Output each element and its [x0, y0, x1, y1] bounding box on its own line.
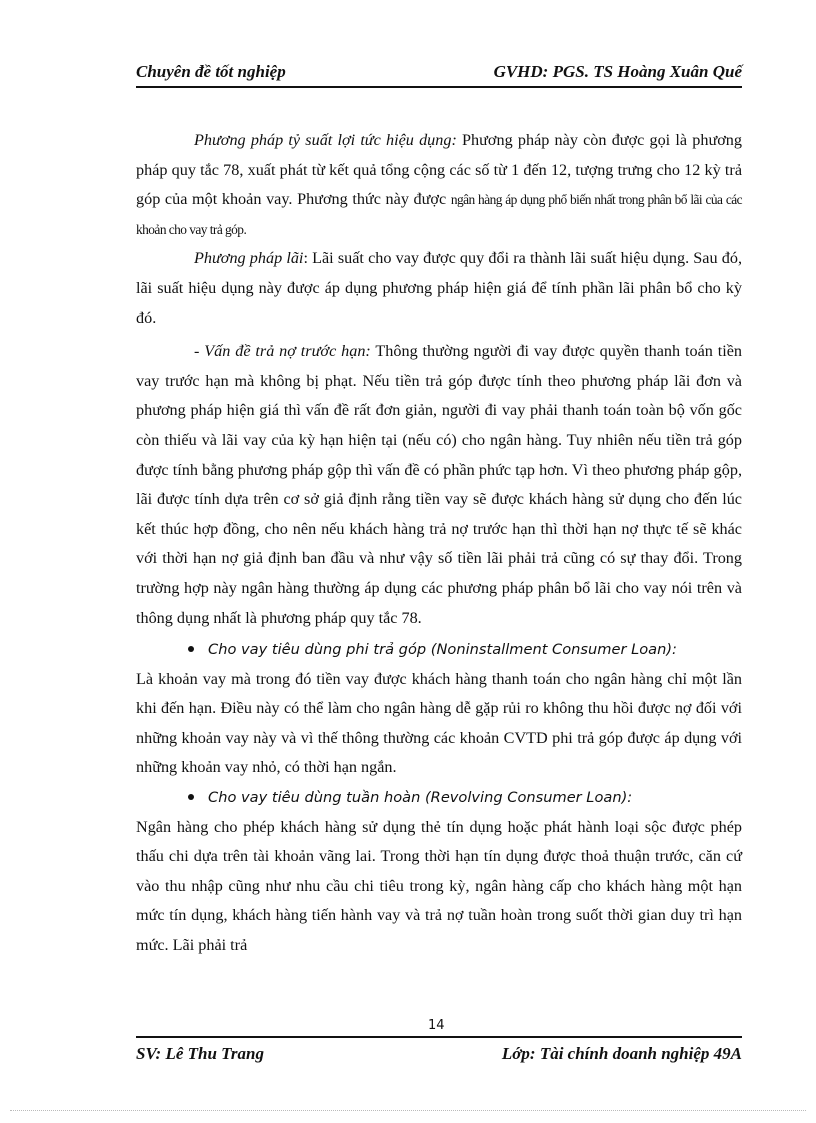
- paragraph-revolving: Ngân hàng cho phép khách hàng sử dụng thẻ tín dụng hoặc phát hành loại sộc được phép thấu chi dựa trên tài khoản vãng lai. Trong thời hạn tín dụng được thoả thuận trước, căn cứ vào thu nhập cũng như nhu cầu chi tiêu trong kỳ, ngân hàng cấp cho khách hàng một hạn mức tín dụng, khách hàng tiến hành vay và trả nợ tuần hoàn trong suốt thời gian duy trì hạn mức. Lãi phải trả: [136, 817, 742, 955]
- term-early-repayment: Vấn đề trả nợ trước hạn:: [204, 342, 371, 361]
- footer-divider: [136, 1036, 742, 1038]
- paragraph-text: Thông thường người đi vay được quyền thanh toán tiền vay trước hạn mà không bị phạt. Nếu tiền trả góp được tính theo phương pháp lãi đơn và phương pháp hiện giá thì vấn đề rất đơn giản, người đi vay phải thanh toán toàn bộ vốn gốc còn thiếu và lãi vay của kỳ hạn hiện tại (nếu có) cho ngân hàng. Tuy nhiên nếu tiền trả góp được tính bằng phương pháp gộp thì vấn đề có phần phức tạp hơn. Vì theo phương pháp gộp, lãi được tính dựa trên cơ sở giả định rằng tiền vay sẽ được khách hàng sử dụng cho đến lúc kết thúc hợp đồng, cho nên nếu khách hàng trả nợ trước hạn thì thời hạn nợ thực tế sẽ khác với thời hạn nợ giả định ban đầu và như vậy số tiền lãi phải trả cũng có sự thay đổi. Trong trường hợp này ngân hàng thường áp dụng các phương pháp phân bổ lãi cho vay nói trên và thông dụng nhất là phương pháp quy tắc 78.: [136, 342, 743, 627]
- page-header: [136, 60, 742, 88]
- header-advisor: GVHD: PGS. TS Hoàng Xuân Quế: [493, 62, 742, 81]
- paragraph-text-condensed: ngân hàng áp dụng phổ biến nhất trong phân bổ lãi của các khoản cho vay trả góp.: [136, 192, 742, 237]
- bullet-title: Cho vay tiêu dùng tuần hoàn (Revolving Consumer Loan):: [208, 789, 633, 807]
- paragraph-interest-method: [136, 244, 742, 333]
- paragraph-text: Phương pháp này còn được gọi là phương pháp quy tắc 78, xuất phát từ kết quả tổng cộng các số từ 1 đến 12, tượng trưng cho 12 kỳ trả góp của một khoản vay. Phương thức này được: [136, 131, 742, 209]
- page-footer: [136, 1042, 742, 1068]
- bullet-title: Cho vay tiêu dùng phi trả góp (Noninstallment Consumer Loan):: [208, 641, 677, 659]
- paragraph-early-repayment: [136, 337, 742, 633]
- document-body: [136, 126, 742, 961]
- bullet-dot-icon: [188, 794, 194, 800]
- header-title: Chuyên đề tốt nghiệp: [136, 62, 286, 81]
- page-break-divider: [10, 1110, 806, 1111]
- term-interest-method: Phương pháp lãi: [194, 249, 304, 268]
- bullet-dot-icon: [188, 646, 194, 652]
- footer-student: SV: Lê Thu Trang: [136, 1044, 264, 1063]
- dash-marker: -: [194, 342, 205, 361]
- bullet-noninstallment: [136, 635, 742, 665]
- page-number: 14: [428, 1018, 445, 1033]
- paragraph-text: : Lãi suất cho vay được quy đổi ra thành lãi suất hiệu dụng. Sau đó, lãi suất hiệu dụng này được áp dụng phương pháp hiện giá để tính phần lãi phân bổ cho kỳ đó.: [136, 249, 742, 327]
- footer-class: Lớp: Tài chính doanh nghiệp 49A: [501, 1044, 742, 1063]
- paragraph-effective-yield: [136, 126, 742, 244]
- bullet-revolving: [136, 783, 742, 813]
- paragraph-noninstallment: Là khoản vay mà trong đó tiền vay được khách hàng thanh toán cho ngân hàng chỉ một lần khi đến hạn. Điều này có thể làm cho ngân hàng dễ gặp rủi ro không thu hồi được nợ đối với những khoản vay này và vì thế thông thường các khoản CVTD phi trả góp được áp dụng với những khoản vay nhỏ, có thời hạn ngắn.: [136, 669, 742, 777]
- term-effective-yield: Phương pháp tỷ suất lợi tức hiệu dụng:: [194, 131, 457, 149]
